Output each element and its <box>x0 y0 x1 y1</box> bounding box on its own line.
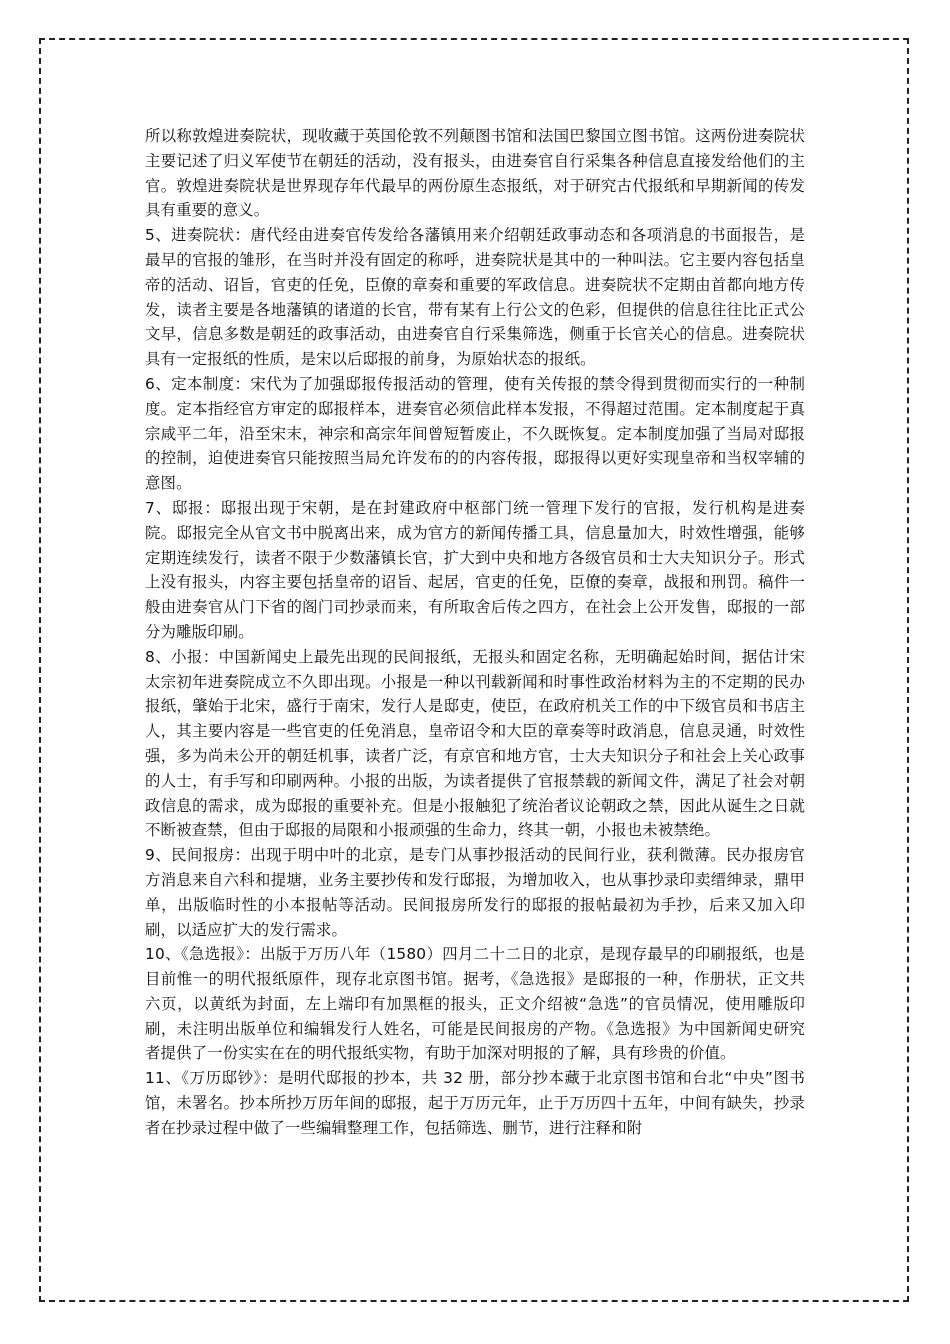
paragraph-dunhuang-intro: 所以称敦煌进奏院状，现收藏于英国伦敦不列颠图书馆和法国巴黎国立图书馆。这两份进奏院状主要记述了归义军使节在朝廷的活动，没有报头，由进奏官自行采集各种信息直接发给他们的主官。敦煌进奏院状是世界现存年代最早的两份原生态报纸，对于研究古代报纸和早期新闻的传发具有重要的意义。 <box>145 127 805 220</box>
paragraph-xiaobao: 8、小报：中国新闻史上最先出现的民间报纸，无报头和固定名称，无明确起始时间，据估计宋太宗初年进奏院成立不久即出现。小报是一种以刊载新闻和时事性政治材料为主的不定期的民办报纸，肇始于北宋，盛行于南宋，发行人是邸吏，使臣，在政府机关工作的中下级官员和书店主人，其主要内容是一些官吏的任免消息，皇帝诏令和大臣的章奏等时政消息，信息灵通，时效性强，多为尚未公开的朝廷机事，读者广泛，有京官和地方官，士大夫知识分子和社会上关心政事的人士，有手写和印刷两种。小报的出版，为读者提供了官报禁载的新闻文件，满足了社会对朝政信息的需求，成为邸报的重要补充。但是小报触犯了统治者议论朝政之禁，因此从诞生之日就不断被查禁，但由于邸报的局限和小报顽强的生命力，终其一朝，小报也未被禁绝。 <box>145 647 805 840</box>
paragraph-dibao: 7、邸报：邸报出现于宋朝，是在封建政府中枢部门统一管理下发行的官报，发行机构是进奏院。邸报完全从官文书中脱离出来，成为官方的新闻传播工具，信息量加大，时效性增强，能够定期连续发行，读者不限于少数藩镇长官，扩大到中央和地方各级官员和士大夫知识分子。形式上没有报头，内容主要包括皇帝的诏旨、起居，官吏的任免，臣僚的奏章，战报和刑罚。稿件一般由进奏官从门下省的阁门司抄录而来，有所取舍后传之四方，在社会上公开发售，邸报的一部分为雕版印刷。 <box>145 498 805 641</box>
document-body <box>145 124 805 1141</box>
paragraph-minjian-baofang: 9、民间报房：出现于明中叶的北京，是专门从事抄报活动的民间行业，获利微薄。民办报房官方消息来自六科和提塘，业务主要抄传和发行邸报，为增加收入，也从事抄录印卖缙绅录，鼎甲单，出版临时性的小本报帖等活动。民间报房所发行的邸报的报帖最初为手抄，后来又加入印刷，以适应扩大的发行需求。 <box>145 846 805 939</box>
paragraph-jixuanbao: 10、《急选报》：出版于万历八年（1580）四月二十二日的北京，是现存最早的印刷报纸，也是目前惟一的明代报纸原件，现存北京图书馆。据考，《急选报》是邸报的一种，作册状，正文共六页，以黄纸为封面，左上端印有加黑框的报头，正文介绍被“急选”的官员情况，使用雕版印刷，未注明出版单位和编辑发行人姓名，可能是民间报房的产物。《急选报》为中国新闻史研究者提供了一份实实在在的明代报纸实物，有助于加深对明报的了解，具有珍贵的价值。 <box>145 945 805 1063</box>
paragraph-wanli-dichao: 11、《万历邸钞》：是明代邸报的抄本，共 32 册，部分抄本藏于北京图书馆和台北“中央”图书馆，未署名。抄本所抄万历年间的邸报，起于万历元年，止于万历四十五年，中间有缺失，抄录者在抄录过程中做了一些编辑整理工作，包括筛选、删节，进行注释和附 <box>145 1069 805 1137</box>
paragraph-dingben-system: 6、定本制度：宋代为了加强邸报传报活动的管理，使有关传报的禁令得到贯彻而实行的一种制度。定本指经官方审定的邸报样本，进奏官必须信此样本发报，不得超过范围。定本制度起于真宗咸平二年，沿至宋末，神宗和高宗年间曾短暂废止，不久既恢复。定本制度加强了当局对邸报的控制，迫使进奏官只能按照当局允许发布的的内容传报，邸报得以更好实现皇帝和当权宰辅的意图。 <box>145 374 805 493</box>
paragraph-jinzouyuanzhuang: 5、进奏院状：唐代经由进奏官传发给各藩镇用来介绍朝廷政事动态和各项消息的书面报告，是最早的官报的雏形，在当时并没有固定的称呼，进奏院状是其中的一种叫法。它主要内容包括皇帝的活动、诏旨，官吏的任免，臣僚的章奏和重要的军政信息。进奏院状不定期由首都向地方传发，读者主要是各地藩镇的诸道的长官，带有某有上行公文的色彩，但提供的信息往往比正式公文早，信息多数是朝廷的政事活动，由进奏官自行采集筛选，侧重于长官关心的信息。进奏院状具有一定报纸的性质，是宋以后邸报的前身，为原始状态的报纸。 <box>145 226 805 369</box>
